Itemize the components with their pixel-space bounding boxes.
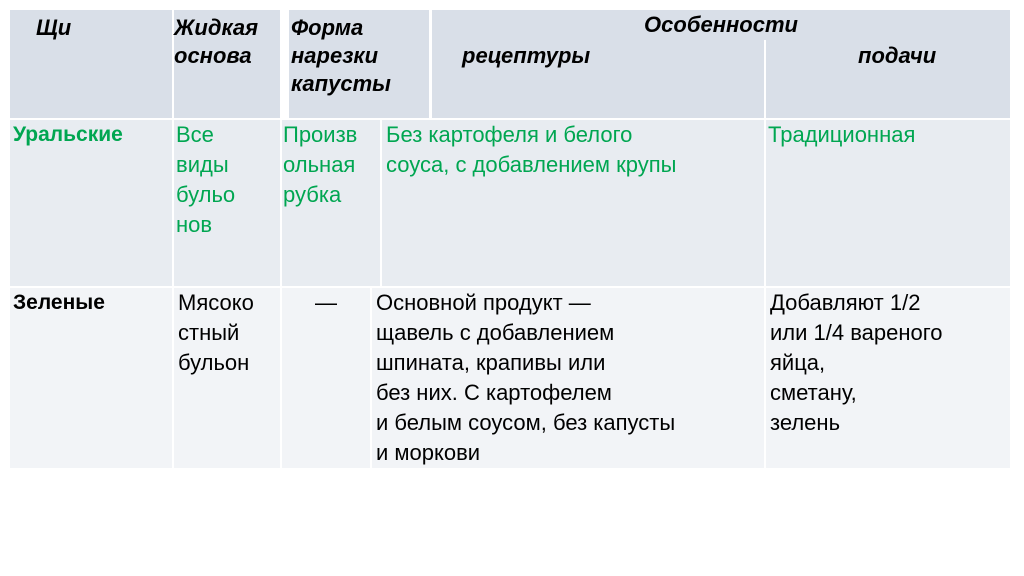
header-liquid-base: Жидкая основа bbox=[174, 10, 280, 118]
row-zelenye-cut: — bbox=[282, 288, 370, 468]
row-uralskie-name: Уральские bbox=[10, 120, 172, 286]
row-zelenye-serving: Добавляют 1/2 или 1/4 вареного яйца, сметану, зелень bbox=[766, 288, 1010, 468]
row-zelenye-base: Мясоко стный бульон bbox=[174, 288, 280, 468]
row-zelenye-name: Зеленые bbox=[10, 288, 172, 468]
row-uralskie-base: Все виды бульо нов bbox=[174, 120, 280, 286]
row-uralskie-serving: Традиционная bbox=[766, 120, 1010, 286]
row-zelenye-recipe: Основной продукт — щавель с добавлением шпината, крапивы или без них. С картофелем и белым соусом, без капусты и моркови bbox=[372, 288, 764, 468]
row-uralskie-cut: Произв ольная рубка bbox=[282, 120, 380, 286]
row-uralskie-recipe: Без картофеля и белого соуса, с добавлением крупы bbox=[382, 120, 764, 286]
header-features: Особенности bbox=[432, 10, 1010, 40]
header-shchi: Щи bbox=[10, 10, 172, 118]
header-serving: подачи bbox=[766, 40, 1010, 118]
header-cabbage-cut: Форма нарезки капусты bbox=[289, 10, 429, 118]
header-recipe: рецептуры bbox=[432, 40, 764, 118]
